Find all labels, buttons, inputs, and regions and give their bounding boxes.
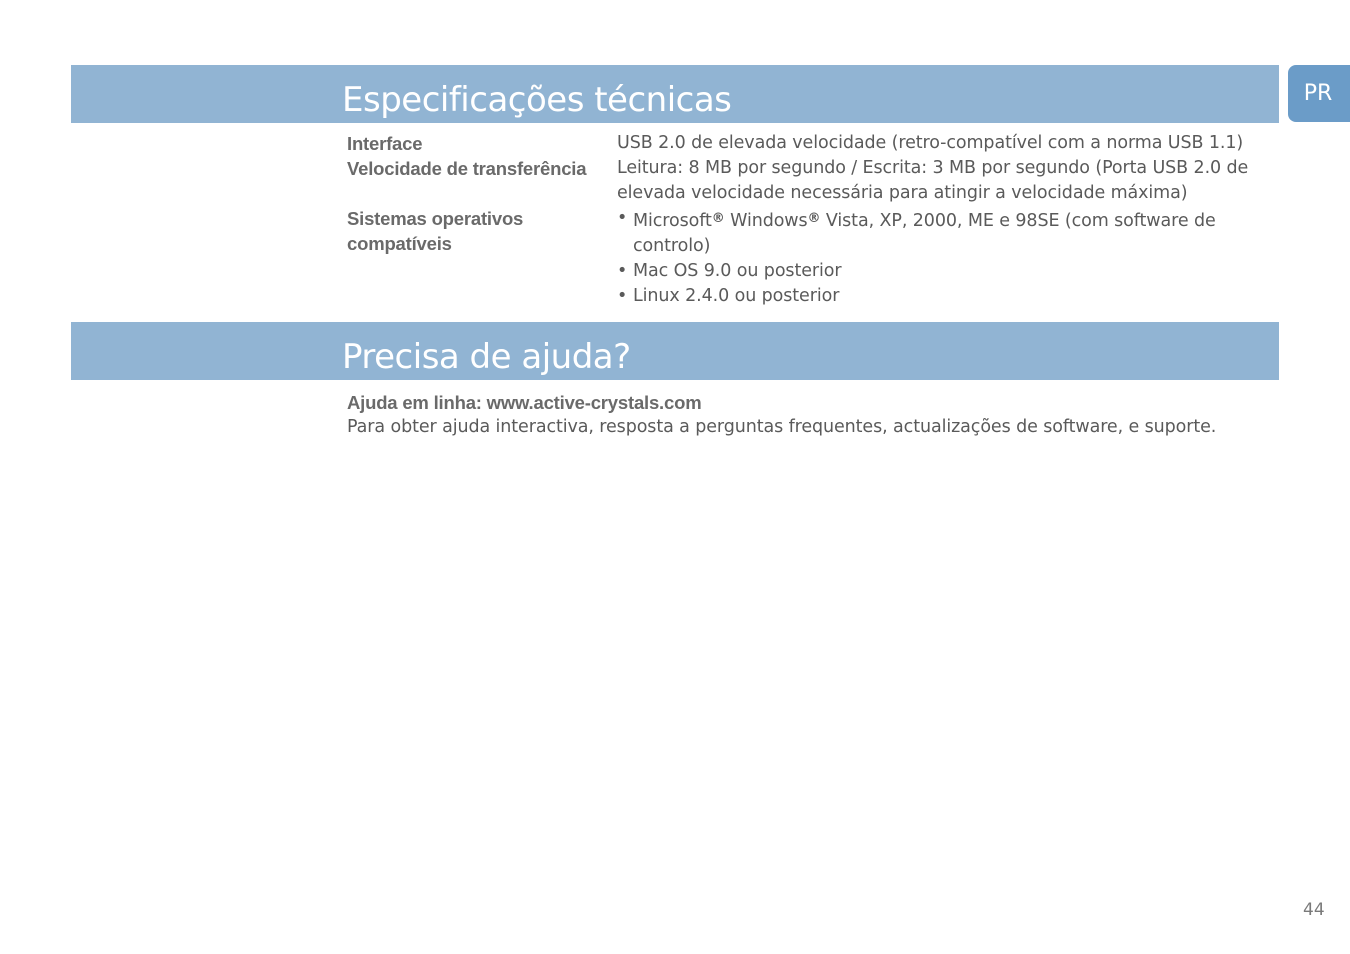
spec-row-transfer-speed bbox=[347, 156, 1279, 206]
section-title-specs: Especificações técnicas bbox=[342, 80, 732, 121]
spec-label bbox=[347, 206, 617, 309]
list-item bbox=[617, 259, 1279, 284]
section-header-specs bbox=[71, 65, 1279, 123]
os-list bbox=[617, 206, 1279, 309]
page-number: 44 bbox=[1303, 900, 1325, 920]
section-header-help bbox=[71, 322, 1279, 380]
spec-row-os bbox=[347, 206, 1279, 309]
spec-value: Leitura: 8 MB por segundo / Escrita: 3 MB por segundo (Porta USB 2.0 de elevada velocidade necessária para atingir a velocidade máxima) bbox=[617, 158, 1249, 203]
spec-row-interface bbox=[347, 131, 1279, 156]
bullet: • bbox=[617, 286, 628, 306]
spec-label-line: compatíveis bbox=[347, 233, 452, 254]
spec-value: USB 2.0 de elevada velocidade (retro-compatível com a norma USB 1.1) bbox=[617, 133, 1244, 153]
list-item bbox=[617, 284, 1279, 309]
bullet: • bbox=[617, 261, 628, 281]
spec-value bbox=[617, 206, 1279, 309]
online-help-label: Ajuda em linha: www.active-crystals.com bbox=[347, 392, 702, 413]
os-name: Linux 2.4.0 ou posterior bbox=[633, 286, 840, 306]
spec-label: Velocidade de transferência bbox=[347, 158, 587, 179]
section-title-help: Precisa de ajuda? bbox=[342, 337, 631, 378]
registered-mark: ® bbox=[711, 211, 725, 226]
spec-label-line: Sistemas operativos bbox=[347, 208, 524, 229]
os-name: Mac OS 9.0 ou posterior bbox=[633, 261, 842, 281]
spec-label: Interface bbox=[347, 133, 423, 154]
help-section bbox=[347, 390, 1279, 440]
list-item bbox=[617, 206, 1279, 259]
language-tab[interactable]: PR bbox=[1288, 65, 1350, 122]
os-versions: Vista, XP, 2000, ME e 98SE (com software de controlo) bbox=[633, 211, 1216, 256]
os-name-windows: Windows bbox=[724, 211, 808, 231]
registered-mark: ® bbox=[807, 211, 821, 226]
specs-table bbox=[347, 131, 1279, 309]
help-description: Para obter ajuda interactiva, resposta a perguntas frequentes, actualizações de software, e suporte. bbox=[347, 417, 1217, 437]
os-name-microsoft: Microsoft bbox=[633, 211, 712, 231]
bullet: • bbox=[617, 208, 628, 228]
